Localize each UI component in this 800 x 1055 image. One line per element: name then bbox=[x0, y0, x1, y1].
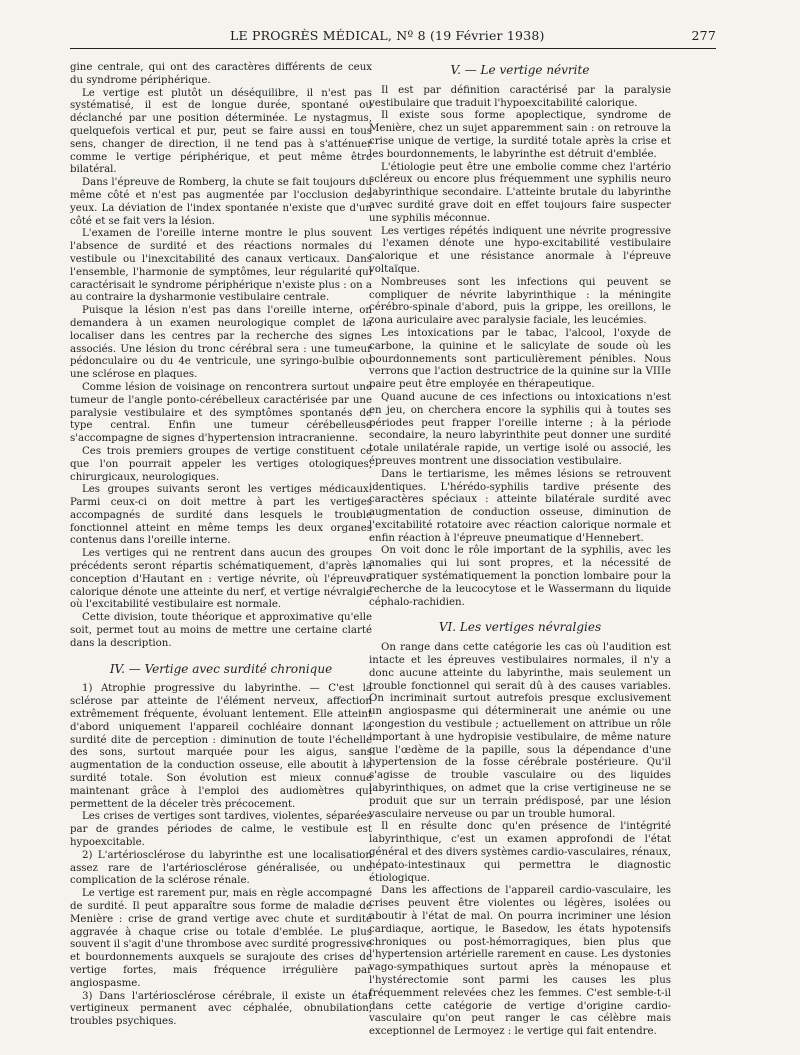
paragraph: 1) Atrophie progressive du labyrinthe. — C'est la sclérose par atteinte de l'élément nerveux, affection extrêmement fréquente, évoluant lentement. Elle atteint d'abord uniquement l'appareil cochléaire donnant la surdité dite de perception : diminution de toute l'échelle des sons, surtout marquée pour les aigus, sans augmentation de la conduction osseuse, elle aboutit à la surdité totale. Son évolution est mieux connue maintenant grâce à l'emploi des audiomètres qui permettent de la déceler très précocement. bbox=[70, 683, 372, 810]
paragraph: Quand aucune de ces infections ou intoxications n'est en jeu, on cherchera encore la syphilis qui à toutes ses périodes peut frapper l'oreille interne ; à la période secondaire, la neuro labyrinthite peut donner une surdité totale unilatérale rapide, un vertige isolé ou associé, les épreuves montrent une dissociation vestibulaire. bbox=[369, 391, 671, 467]
section-heading: V. — Le vertige névrite bbox=[450, 63, 590, 77]
section-heading: IV. — Vertige avec surdité chronique bbox=[109, 661, 333, 676]
paragraph: Il existe sous forme apoplectique, syndrome de Menière, chez un sujet apparemment sain : on retrouve la crise unique de vertige, la surdité totale après la crise et les bourdonnements, le labyrinthe est détruit d'emblée. bbox=[369, 110, 671, 160]
section-heading: VI. Les vertiges névralgies bbox=[438, 620, 602, 635]
paragraph: Le vertige est plutôt un déséquilibre, il n'est pas systématisé, il est de longue durée, spontané ou déclanché par une position déterminée. Le nystagmus, quelquefois vertical et pur, peut se faire aussi en tous sens, changer de direction, il ne tend pas à s'atténuer comme le vertige périphérique, et peut même être bilatéral. bbox=[70, 87, 372, 176]
paragraph: Les vertiges qui ne rentrent dans aucun des groupes précédents seront répartis schématiquement, d'après la conception d'Hautant en : vertige névrite, où l'épreuve calorique dénote une atteinte du nerf, et vertige névralgie où l'excitabilité vestibulaire est normale. bbox=[70, 548, 372, 611]
paragraph: 3) Dans l'artériosclérose cérébrale, il existe un état vertigineux permanent avec céphalée, obnubilation, troubles psychiques. bbox=[70, 990, 372, 1028]
paragraph: Les groupes suivants seront les vertiges médicaux. Parmi ceux-ci on doit mettre à part les vertiges accompagnés de surdité dans lesquels le trouble fonctionnel atteint en même temps les deux organes contenus dans l'oreille interne. bbox=[70, 484, 372, 547]
paragraph: Ces trois premiers groupes de vertige constituent ce que l'on pourrait appeler les vertiges otologiques, chirurgicaux, neurologiques. bbox=[70, 445, 372, 483]
left-column bbox=[70, 62, 372, 1029]
paragraph: Le vertige est rarement pur, mais en règle accompagné de surdité. Il peut apparaître sous forme de maladie de Menière : crise de grand vertige avec chute et surdité aggravée à chaque crise ou totale d'emblée. Le plus souvent il s'agit d'une thrombose avec surdité progressive et bourdonnements auxquels se surajoute des crises de vertige fortes, mais fréquence irrégulière par angiospasme. bbox=[70, 888, 372, 989]
paragraph: Les vertiges répétés indiquent une névrite progressive : l'examen dénote une hypo-excitabilité vestibulaire calorique et une résistance anormale à l'épreuve voltaïque. bbox=[369, 225, 671, 275]
paragraph: Puisque la lésion n'est pas dans l'oreille interne, on demandera à un examen neurologique complet de la localiser dans les centres par la recherche des signes associés. Une lésion du tronc cérébral sera : une tumeur pédonculaire ou du 4e ventricule, une syringo-bulbie ou une sclérose en plaques. bbox=[70, 305, 372, 381]
paragraph: On voit donc le rôle important de la syphilis, avec les anomalies qui lui sont propres, et la nécessité de pratiquer systématiquement la ponction lombaire pour la recherche de la leucocytose et le Wassermann du liquide céphalo-rachidien. bbox=[369, 545, 671, 608]
paragraph: Dans le tertiarisme, les mêmes lésions se retrouvent identiques. L'hérédo-syphilis tardive présente des caractères spéciaux : atteinte bilatérale surdité avec augmentation de conduction osseuse, diminution de l'excitabilité rotatoire avec réaction calorique normale et enfin réaction à l'épreuve pneumatique d'Hennebert. bbox=[369, 468, 671, 544]
paragraph: Il est par définition caractérisé par la paralysie vestibulaire que traduit l'hypoexcitabilité calorique. bbox=[369, 84, 671, 109]
paragraph: Cette division, toute théorique et approximative qu'elle soit, permet tout au moins de mettre une certaine clarté dans la description. bbox=[70, 612, 372, 649]
page-number: 277 bbox=[691, 28, 716, 43]
paragraph: Les crises de vertiges sont tardives, violentes, séparées par de grandes périodes de calme, le vestibule est hypoexcitable. bbox=[70, 811, 372, 849]
right-column bbox=[369, 62, 671, 1039]
paragraph: gine centrale, qui ont des caractères différents de ceux du syndrome périphérique. bbox=[70, 62, 372, 86]
paragraph: Comme lésion de voisinage on rencontrera surtout une tumeur de l'angle ponto-cérébelleux caractérisée par une paralysie vestibulaire et des symptômes spontanés de type central. Enfin une tumeur cérébelleuse s'accompagne de signes d'hypertension intracranienne. bbox=[70, 381, 372, 445]
paragraph: Les intoxications par le tabac, l'alcool, l'oxyde de carbone, la quinine et le salicylate de soude où les bourdonnements sont particulièrement pénibles. Nous verrons que l'action destructrice de la quinine sur la VIIIe paire peut être employée en thérapeutique. bbox=[369, 327, 671, 391]
paragraph: L'étiologie peut être une embolie comme chez l'artério scléreux ou encore plus fréquemment une syphilis neuro labyrinthique secondaire. L'atteinte brutale du labyrinthe avec surdité grave doit en effet toujours faire suspecter une syphilis méconnue. bbox=[369, 161, 671, 224]
paragraph: Dans l'épreuve de Romberg, la chute se fait toujours du même côté et n'est pas augmentée par l'occlusion des yeux. La déviation de l'index spontanée n'existe que d'un côté et se fait vers la lésion. bbox=[70, 177, 372, 227]
paragraph: Il en résulte donc qu'en présence de l'intégrité labyrinthique, c'est un examen approfondi de l'état général et des divers systèmes cardio-vasculaires, rénaux, hépato-intestinaux qui permettra le diagnostic étiologique. bbox=[369, 821, 671, 884]
paragraph: Nombreuses sont les infections qui peuvent se compliquer de névrite labyrinthique : la méningite cérébro-spinale d'abord, puis la grippe, les oreillons, le zona auriculaire avec paralysie faciale, les leucémies. bbox=[369, 276, 671, 327]
journal-title: LE PROGRÈS MÉDICAL, Nº 8 (19 Février 1938) bbox=[230, 28, 545, 43]
paragraph: Dans les affections de l'appareil cardio-vasculaire, les crises peuvent être violentes ou légères, isolées ou aboutir à l'état de mal. On pourra incriminer une lésion cardiaque, aortique, le Basedow, les états hypotensifs chroniques ou post-hémorragiques, bien plus que l'hypertension artérielle rarement en cause. Les dystonies vago-sympathiques surtout après la ménopause et l'hystérectomie sont parmi les causes les plus fréquemment relevées chez les femmes. C'est semble-t-il dans cette catégorie de vertige d'origine cardio-vasculaire qu'on peut ranger le cas célèbre mais exceptionnel de Lermoyez : le vertige qui fait entendre. bbox=[369, 885, 671, 1038]
paragraph: On range dans cette catégorie les cas où l'audition est intacte et les épreuves vestibulaires normales, il n'y a donc aucune atteinte du labyrinthe, mais seulement un trouble fonctionnel qui serait dû à des causes variables. On incriminait surtout autrefois presque exclusivement un angiospasme qui déterminerait une anémie ou une congestion du vestibule ; actuellement on attribue un rôle important à une hydropisie vestibulaire, de même nature que l'œdème de la papille, sous la dépendance d'une hypertension de la fosse cérébrale postérieure. Qu'il s'agisse de trouble vasculaire ou des liquides labyrinthiques, on admet que la crise vertigineuse ne se produit que sur un terrain prédisposé, par une lésion vasculaire nerveuse ou par un trouble humoral. bbox=[369, 642, 671, 820]
header-rule bbox=[70, 48, 716, 49]
paragraph: L'examen de l'oreille interne montre le plus souvent l'absence de surdité et des réactions normales du vestibule ou l'inexcitabilité des canaux verticaux. Dans l'ensemble, l'harmonie de symptômes, leur régularité qui caractérisait le syndrome périphérique n'existe plus : on a au contraire la dysharmonie vestibulaire centrale. bbox=[70, 228, 372, 304]
paragraph: 2) L'artériosclérose du labyrinthe est une localisation assez rare de l'artériosclérose généralisée, ou une complication de la sclérose rénale. bbox=[70, 849, 372, 887]
